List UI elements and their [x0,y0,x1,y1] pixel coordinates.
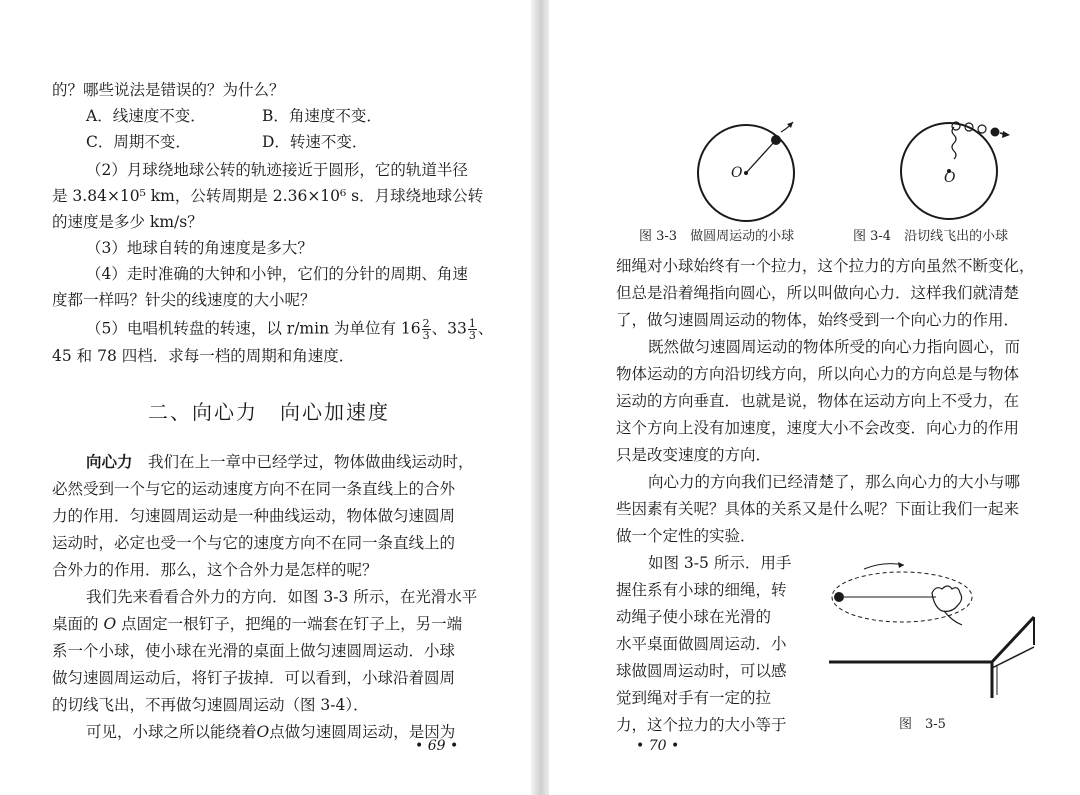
text-line: 力的作用．匀速圆周运动是一种曲线运动，物体做匀速圆周 [52,507,456,525]
text-line: （3）地球自转的角速度是多大？ [86,239,313,257]
page-number: • 69 • [415,738,459,754]
text-line: 的速度是多少 km/s？ [52,213,203,231]
point-o-label: O [256,723,270,741]
text-segment: 我们在上一章中已经学过，物体做曲线运动时， [148,453,474,471]
text-line: 物体运动的方向沿切线方向，所以向心力的方向总是与物体 [616,365,1020,383]
text-line: 既然做匀速圆周运动的物体所受的向心力指向圆心，而 [648,338,1021,356]
text-line: 我们先来看看合外力的方向．如图 3-3 所示，在光滑水平 [86,588,478,606]
option-c: C．周期不变． [86,133,191,151]
text-segment: 、33 [431,319,467,338]
fraction-numerator: 1 [468,317,476,330]
text-segment: 点固定一根钉子，把绳的一端套在钉子上，另一端 [121,615,463,633]
text-segment: （5）电唱机转盘的转速，以 r/min 为单位有 16 [86,319,421,338]
fraction-two-thirds [422,318,431,341]
text-line: 运动时，必定也受一个与它的速度方向不在同一条直线上的 [52,534,456,552]
text-line: 度都一样吗？针尖的线速度的大小呢？ [52,291,316,309]
section-title: 二、向心力 向心加速度 [148,400,390,424]
center-label-o: O [731,165,743,181]
text-line: 是 3.84×10⁵ km，公转周期是 2.36×10⁶ s．月球绕地球公转 [52,187,484,205]
text-line: 的？哪些说法是错误的？为什么？ [52,81,285,99]
text-line-fractions [86,318,493,341]
text-line: 力，这个拉力的大小等于 [616,716,787,734]
text-line: 的切线飞出，不再做匀速圆周运动（图 3-4）． [52,696,369,714]
text-segment: 桌面的 [52,615,99,633]
fraction-denominator: 3 [468,329,476,342]
point-o-label: O [103,615,117,633]
text-line: （2）月球绕地球公转的轨迹接近于圆形，它的轨道半径 [86,161,468,179]
figure-3-5-caption: 图 3-5 [899,717,946,732]
text-line: 球做圆周运动时，可以感 [616,662,787,680]
text-line: 细绳对小球始终有一个拉力，这个拉力的方向虽然不断变化， [616,257,1035,275]
text-line: 水平桌面做圆周运动．小 [616,635,787,653]
text-line: 合外力的作用．那么，这个合外力是怎样的呢？ [52,561,378,579]
text-line: 运动的方向垂直．也就是说，物体在运动方向上不受力，在 [616,392,1020,410]
text-line: 这个方向上没有加速度，速度大小不会改变．向心力的作用 [616,419,1020,437]
center-label-o: O [944,170,956,186]
text-line: 向心力的方向我们已经清楚了，那么向心力的大小与哪 [648,473,1021,491]
text-line [52,614,462,634]
text-line: 了，做匀速圆周运动的物体，始终受到一个向心力的作用． [616,311,1020,329]
paragraph-start [86,452,474,472]
page-number: • 70 • [636,738,680,754]
fraction-numerator: 2 [422,317,430,330]
para-lead-term: 向心力 [86,452,133,471]
option-b: B．角速度不变． [262,107,382,125]
text-line: 但总是沿着绳指向圆心，所以叫做向心力．这样我们就清楚 [616,284,1020,302]
text-line: 必然受到一个与它的运动速度方向不在同一条直线上的合外 [52,480,456,498]
left-page [0,0,531,795]
text-segment: 可见，小球之所以能绕着 [86,723,257,741]
figure-3-5 [824,555,1054,700]
text-line: （4）走时准确的大钟和小钟，它们的分针的周期、角速 [86,265,468,283]
text-line: 如图 3-5 所示．用手 [648,554,792,572]
text-line: 系一个小球，使小球在光滑的桌面上做匀速圆周运动．小球 [52,642,456,660]
figure-3-3-caption: 图 3-3 做圆周运动的小球 [639,229,795,244]
text-line: 觉到绳对手有一定的拉 [616,689,772,707]
figure-3-3 [689,120,809,230]
text-line: 握住系有小球的细绳，转 [616,581,787,599]
fraction-denominator: 3 [422,329,430,342]
text-segment: 点做匀速圆周运动，是因为 [269,723,456,741]
text-line: 45 和 78 四档．求每一档的周期和角速度． [52,347,355,365]
fraction-one-third [468,318,477,341]
figure-3-4-caption: 图 3-4 沿切线飞出的小球 [853,229,1009,244]
text-line: 动绳子使小球在光滑的 [616,608,772,626]
text-line: 些因素有关呢？具体的关系又是什么呢？下面让我们一起来 [616,500,1020,518]
text-line: 只是改变速度的方向． [616,446,772,464]
text-line: 做匀速圆周运动后，将钉子拔掉．可以看到，小球沿着圆周 [52,669,456,687]
option-a: A．线速度不变． [86,107,206,125]
text-line [86,722,455,742]
text-line: 做一个定性的实验． [616,527,756,545]
option-d: D．转速不变． [262,133,368,151]
book-gutter [531,0,549,795]
right-page [549,0,1080,795]
text-segment: 、 [477,319,494,338]
